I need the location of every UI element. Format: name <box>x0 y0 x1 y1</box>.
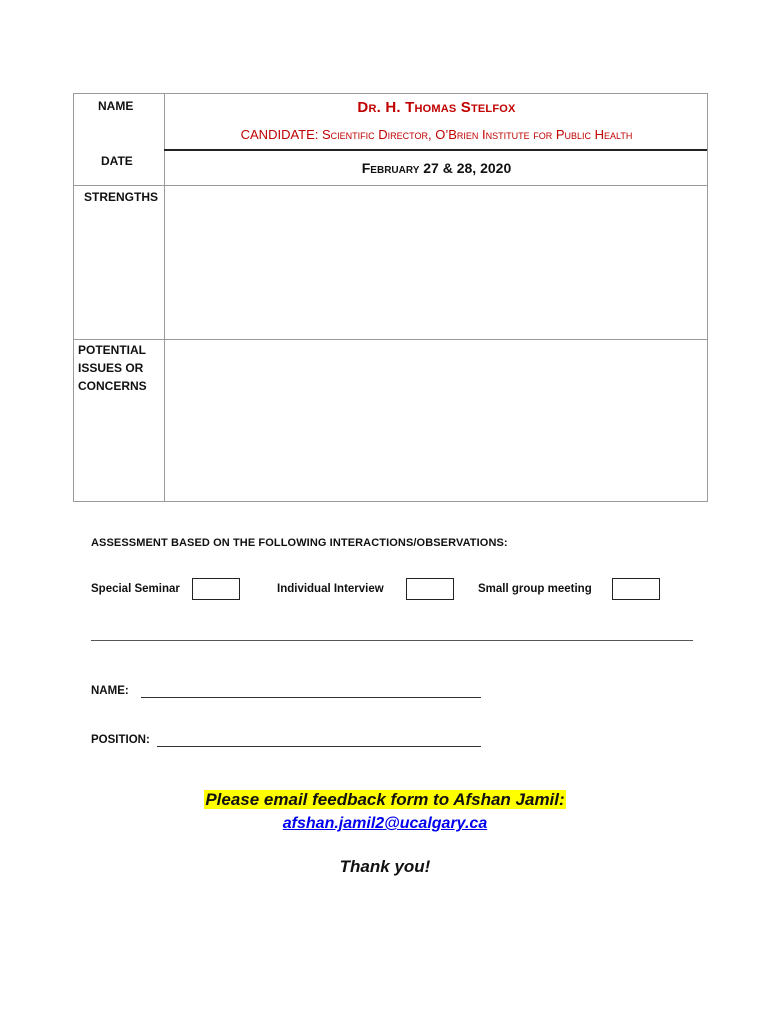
concerns-label: POTENTIAL ISSUES OR CONCERNS <box>78 343 147 393</box>
event-date: February 27 & 28, 2020 <box>361 160 512 176</box>
small-group-meeting-label: Small group meeting <box>478 583 592 595</box>
individual-interview-label: Individual Interview <box>277 583 384 595</box>
candidate-name: Dr. H. Thomas Stelfox <box>357 99 516 116</box>
special-seminar-checkbox[interactable] <box>192 578 240 600</box>
section-separator <box>91 640 693 641</box>
signature-name-label: NAME: <box>91 685 129 697</box>
strengths-label: STRENGTHS <box>84 190 159 204</box>
email-link[interactable]: afshan.jamil2@ucalgary.ca <box>282 815 488 832</box>
feedback-form-table <box>73 93 708 502</box>
small-group-meeting-checkbox[interactable] <box>612 578 660 600</box>
strengths-field[interactable] <box>165 186 707 339</box>
row-divider <box>164 149 707 151</box>
signature-position-line[interactable] <box>157 746 481 747</box>
candidate-role: CANDIDATE: Scientific Director, O’Brien Institute for Public Health <box>240 127 633 142</box>
signature-position-label: POSITION: <box>91 734 150 746</box>
individual-interview-checkbox[interactable] <box>406 578 454 600</box>
special-seminar-label: Special Seminar <box>91 583 180 595</box>
date-label: DATE <box>101 154 133 168</box>
thank-you-text: Thank you! <box>339 857 431 876</box>
email-instruction-text: Please email feedback form to Afshan Jamil: <box>205 790 565 809</box>
concerns-field[interactable] <box>165 340 707 502</box>
assessment-title: ASSESSMENT BASED ON THE FOLLOWING INTERACTIONS/OBSERVATIONS: <box>91 537 508 549</box>
signature-name-line[interactable] <box>141 697 481 698</box>
email-instruction <box>0 790 770 810</box>
name-label: NAME <box>98 99 134 113</box>
